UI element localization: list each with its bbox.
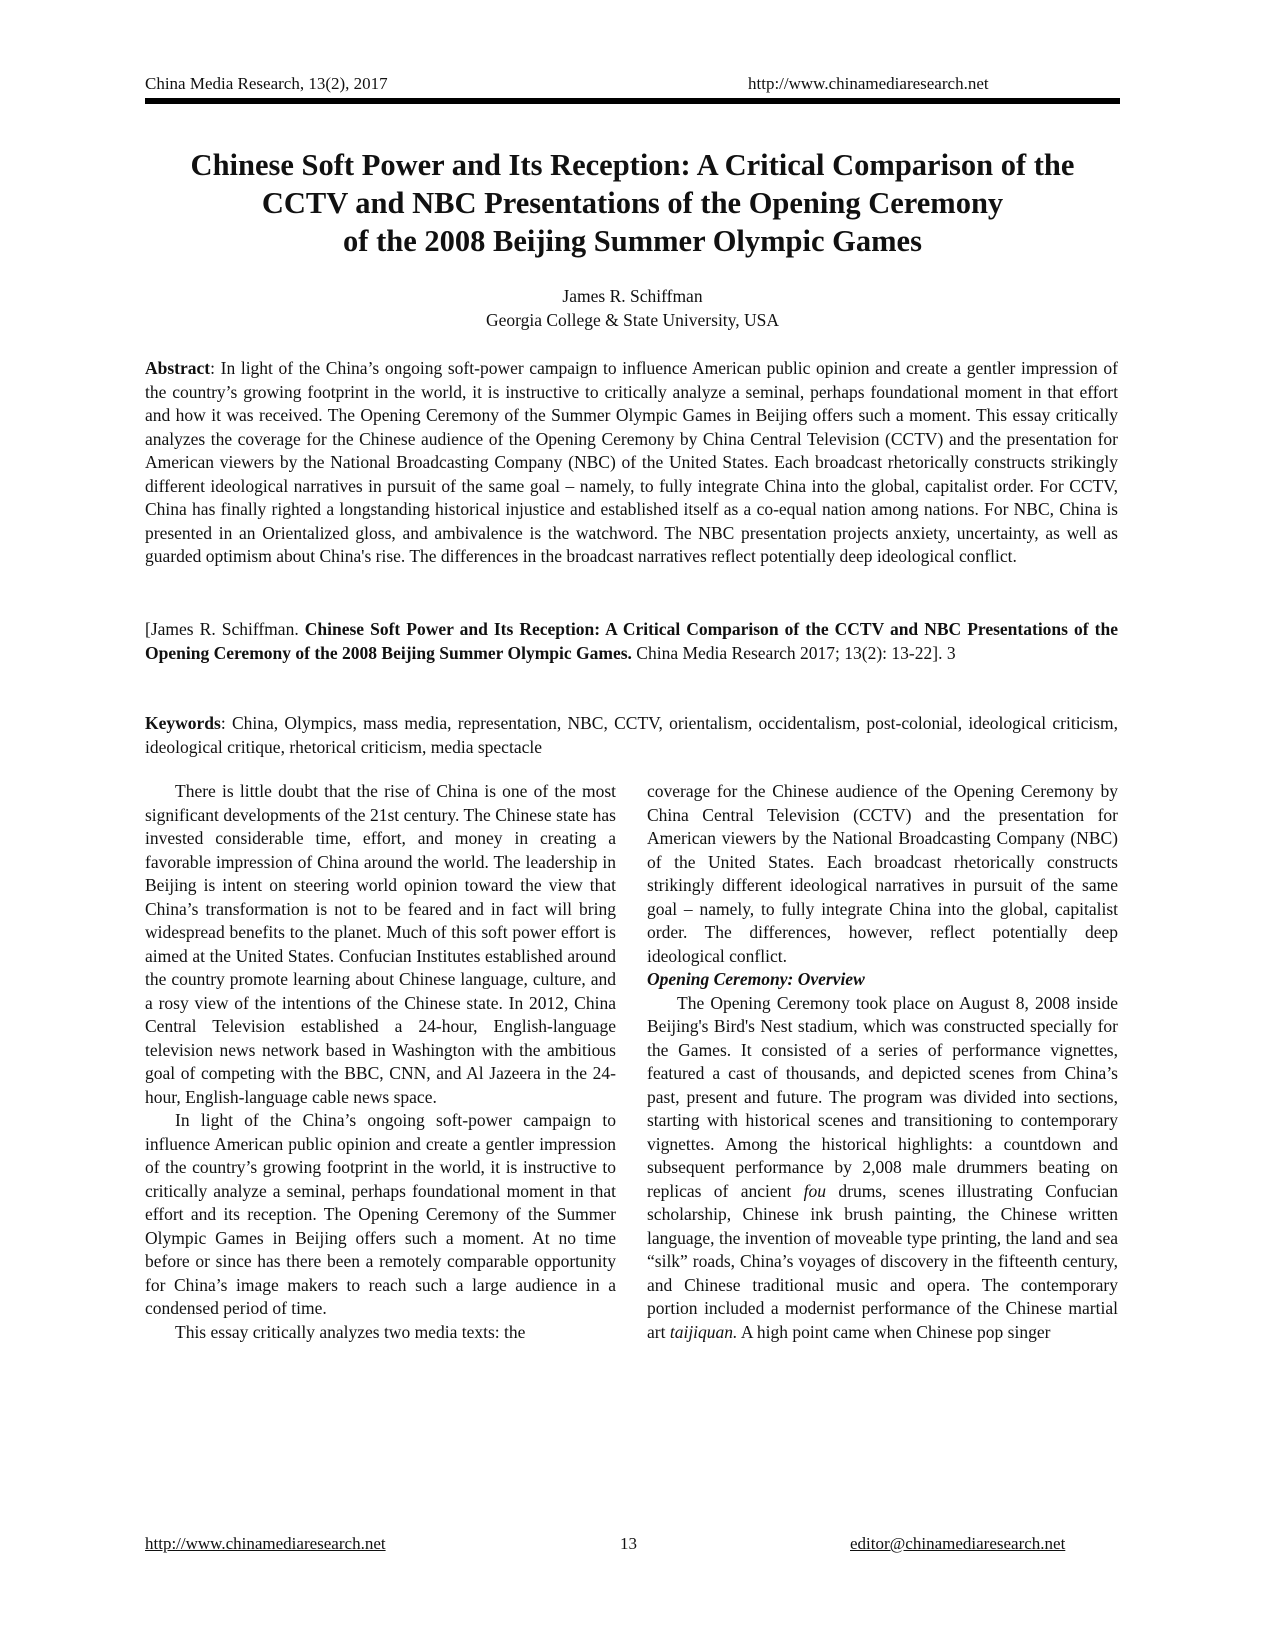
italic-term: taijiquan. [669,1321,738,1342]
body-paragraph: coverage for the Chinese audience of the Opening Ceremony by China Central Television (CCTV) and the presentation for American viewers by the National Broadcasting Company (NBC) of the United States. Each broadcast rhetorically constructs strikingly different ideological narratives in pursuit of the same goal – namely, to fully integrate China into the global, capitalist order. The differences, however, reflect potentially deep ideological conflict. [647,781,1118,966]
author-block [145,284,1120,332]
footer-url-link[interactable]: http://www.chinamediaresearch.net [145,1534,386,1553]
text-run: A high point came when Chinese pop singer [737,1321,1051,1342]
header-rule [145,98,1120,104]
footer-email-link[interactable]: editor@chinamediaresearch.net [850,1534,1066,1553]
section-heading: Opening Ceremony: Overview [647,969,865,989]
keywords [145,712,1118,759]
author-name: James R. Schiffman [562,286,703,306]
text-run: The Opening Ceremony took place on August 8, 2008 inside Beijing's Bird's Nest stadium, which was constructed specially for the Games. It consisted of a series of performance vignettes, featured a cast of thousands, and depicted scenes from China’s past, present and future. The program was divided into sections, starting with historical scenes and transitioning to contemporary vignettes. Among the historical highlights: a countdown and subsequent performance by 2,008 male drummers beating on replicas of ancient [647,992,1118,1201]
title-line-3: of the 2008 Beijing Summer Olympic Games [343,224,922,258]
paper-title [145,146,1120,260]
citation-prefix: [James R. Schiffman. [145,619,305,639]
body-paragraph: In light of the China’s ongoing soft-power campaign to influence American public opinion and create a gentler impression of the country’s growing footprint in the world, it is instructive to critically analyze a seminal, perhaps foundational moment in that effort and its reception. The Opening Ceremony of the Summer Olympic Games in Beijing offers such a moment. At no time before or since has there been a remotely comparable opportunity for China’s image makers to reach such a large audience in a condensed period of time. [145,1110,616,1318]
keywords-text: : China, Olympics, mass media, representation, NBC, CCTV, orientalism, occidentalism, post-colonial, ideological criticism, ideological critique, rhetorical criticism, media spectacle [145,713,1118,757]
italic-term: fou [803,1180,826,1201]
body-paragraph: This essay critically analyzes two media texts: the [175,1321,526,1342]
page-number: 13 [620,1534,637,1553]
citation-title: Chinese Soft Power and Its Reception: A Critical Comparison of the CCTV and NBC Presentations of the Opening Ceremony of the 2008 Beijing Summer Olympic Games. [145,619,1118,663]
body-column-left [145,780,616,1344]
title-line-2: CCTV and NBC Presentations of the Opening Ceremony [261,186,1004,220]
body-column-right [647,780,1118,1344]
citation-suffix: China Media Research 2017; 13(2): 13-22]. 3 [631,642,956,663]
abstract [145,357,1118,569]
title-line-1: Chinese Soft Power and Its Reception: A Critical Comparison of the [190,148,1075,182]
keywords-label: Keywords [145,713,221,733]
abstract-text: : In light of the China’s ongoing soft-power campaign to influence American public opinion and create a gentler impression of the country’s growing footprint in the world, it is instructive to critically analyze a seminal, perhaps foundational moment in that effort and how it was received. The Opening Ceremony of the Summer Olympic Games in Beijing offers such a moment. This essay critically analyzes the coverage for the Chinese audience of the Opening Ceremony by China Central Television (CCTV) and the presentation for American viewers by the National Broadcasting Company (NBC) of the United States. Each broadcast rhetorically constructs strikingly different ideological narratives in pursuit of the same goal – namely, to fully integrate China into the global, capitalist order. For CCTV, China has finally righted a longstanding historical injustice and established itself as a co-equal nation among nations. For NBC, China is presented in an Orientalized gloss, and ambivalence is the watchword. The NBC presentation projects anxiety, uncertainty, as well as guarded optimism about China's rise. The differences in the broadcast narratives reflect potentially deep ideological conflict. [145,358,1118,566]
running-header-journal: China Media Research, 13(2), 2017 [145,74,388,93]
body-paragraph [647,992,1118,1345]
running-header-url[interactable]: http://www.chinamediaresearch.net [748,74,989,93]
text-run: drums, scenes illustrating Confucian scholarship, Chinese ink brush painting, the Chinese written language, the invention of moveable type printing, the land and sea “silk” roads, China’s voyages of discovery in the fifteenth century, and Chinese traditional music and opera. The contemporary portion included a modernist performance of the Chinese martial art [647,1180,1118,1342]
citation [145,618,1118,665]
abstract-label: Abstract [145,358,211,378]
body-paragraph: There is little doubt that the rise of China is one of the most significant developments of the 21st century. The Chinese state has invested considerable time, effort, and money in creating a favorable impression of China around the world. The leadership in Beijing is intent on steering world opinion toward the view that China’s transformation is not to be feared and in fact will bring widespread benefits to the planet. Much of this soft power effort is aimed at the United States. Confucian Institutes established around the country promote learning about Chinese language, culture, and a rosy view of the intentions of the Chinese state. In 2012, China Central Television established a 24-hour, English-language television news network based in Washington with the ambitious goal of competing with the BBC, CNN, and Al Jazeera in the 24-hour, English-language cable news space. [145,781,616,1107]
author-affiliation: Georgia College & State University, USA [485,310,780,330]
